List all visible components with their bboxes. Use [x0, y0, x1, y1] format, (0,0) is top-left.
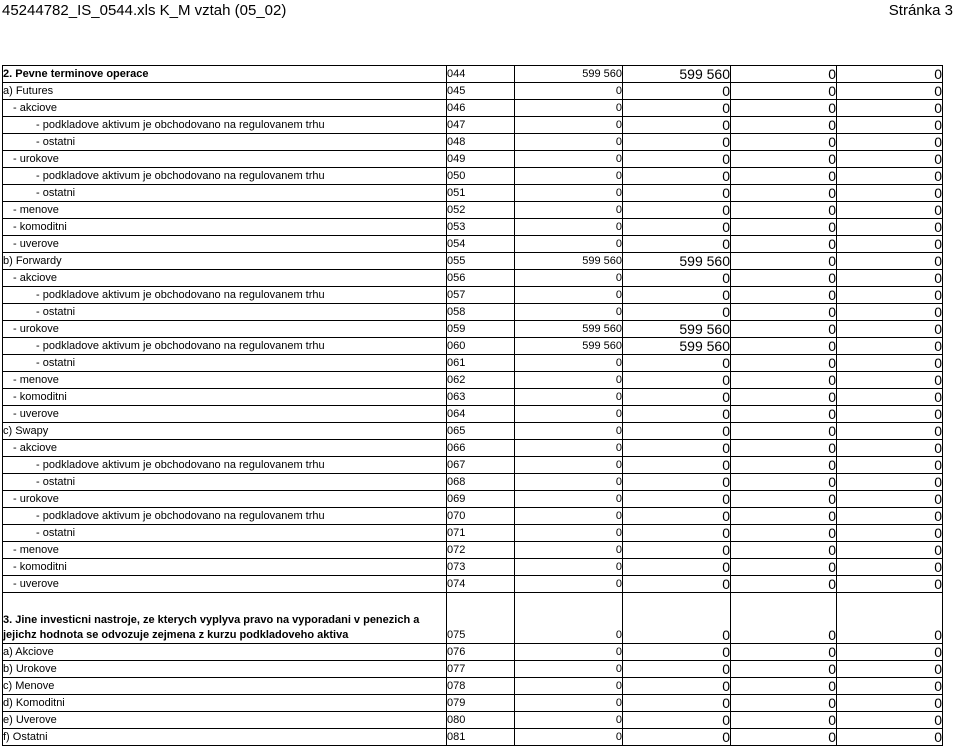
- table-row: [3, 457, 943, 474]
- table-row: [3, 236, 943, 253]
- row-code: 060: [447, 338, 515, 355]
- table-row: [3, 100, 943, 117]
- value-cell-c2: 0: [623, 457, 731, 474]
- value-cell-c4: 0: [837, 117, 943, 134]
- value-cell-c4: 0: [837, 644, 943, 661]
- row-code: 052: [447, 202, 515, 219]
- row-code: 045: [447, 83, 515, 100]
- row-label: a) Akciove: [3, 644, 447, 661]
- row-label: - uverove: [3, 236, 447, 253]
- row-label: 2. Pevne terminove operace: [3, 66, 447, 83]
- row-code: 081: [447, 729, 515, 746]
- value-cell-c2: 0: [623, 185, 731, 202]
- table-row: [3, 304, 943, 321]
- value-cell-c4: 0: [837, 542, 943, 559]
- table-row: [3, 151, 943, 168]
- row-label: - komoditni: [3, 389, 447, 406]
- value-cell-c2: 0: [623, 559, 731, 576]
- table-row: [3, 695, 943, 712]
- value-cell-c1: 0: [515, 593, 623, 644]
- row-code: 056: [447, 270, 515, 287]
- row-code: 062: [447, 372, 515, 389]
- value-cell-c4: 0: [837, 661, 943, 678]
- value-cell-c2: 0: [623, 542, 731, 559]
- table-row: [3, 389, 943, 406]
- value-cell-c3: 0: [731, 525, 837, 542]
- value-cell-c4: 0: [837, 253, 943, 270]
- row-code: 063: [447, 389, 515, 406]
- value-cell-c3: 0: [731, 83, 837, 100]
- value-cell-c1: 0: [515, 151, 623, 168]
- value-cell-c3: 0: [731, 406, 837, 423]
- table-row: [3, 287, 943, 304]
- table-row: [3, 661, 943, 678]
- value-cell-c2: 0: [623, 695, 731, 712]
- value-cell-c3: 0: [731, 202, 837, 219]
- value-cell-c4: 0: [837, 729, 943, 746]
- value-cell-c1: 0: [515, 202, 623, 219]
- row-label: - menove: [3, 202, 447, 219]
- row-label: - uverove: [3, 406, 447, 423]
- table-row: [3, 134, 943, 151]
- value-cell-c2: 0: [623, 389, 731, 406]
- page-header: [0, 0, 960, 22]
- value-cell-c1: 0: [515, 168, 623, 185]
- table-row: [3, 253, 943, 270]
- value-cell-c1: 0: [515, 185, 623, 202]
- row-code: 077: [447, 661, 515, 678]
- table-row: [3, 525, 943, 542]
- table-row: [3, 576, 943, 593]
- row-label: - ostatni: [3, 355, 447, 372]
- table-row: [3, 491, 943, 508]
- value-cell-c1: 0: [515, 525, 623, 542]
- table-row: [3, 440, 943, 457]
- value-cell-c4: 0: [837, 168, 943, 185]
- value-cell-c1: 0: [515, 117, 623, 134]
- value-cell-c3: 0: [731, 338, 837, 355]
- value-cell-c3: 0: [731, 661, 837, 678]
- value-cell-c2: 0: [623, 202, 731, 219]
- value-cell-c3: 0: [731, 712, 837, 729]
- value-cell-c4: 0: [837, 491, 943, 508]
- row-code: 076: [447, 644, 515, 661]
- value-cell-c4: 0: [837, 270, 943, 287]
- value-cell-c3: 0: [731, 508, 837, 525]
- value-cell-c1: 0: [515, 508, 623, 525]
- row-label: 3. Jine investicni nastroje, ze kterych vyplyva pravo na vyporadani v penezich a jejichz hodnota se odvozuje zejmena z kurzu podkladoveho aktiva: [3, 593, 447, 644]
- row-code: 048: [447, 134, 515, 151]
- value-cell-c1: 0: [515, 440, 623, 457]
- row-code: 071: [447, 525, 515, 542]
- value-cell-c4: 0: [837, 338, 943, 355]
- value-cell-c1: 0: [515, 491, 623, 508]
- row-code: 054: [447, 236, 515, 253]
- row-code: 044: [447, 66, 515, 83]
- row-label: - podkladove aktivum je obchodovano na regulovanem trhu: [3, 287, 447, 304]
- row-label: - podkladove aktivum je obchodovano na regulovanem trhu: [3, 457, 447, 474]
- value-cell-c3: 0: [731, 559, 837, 576]
- value-cell-c4: 0: [837, 185, 943, 202]
- value-cell-c1: 0: [515, 729, 623, 746]
- value-cell-c2: 0: [623, 678, 731, 695]
- value-cell-c2: 0: [623, 644, 731, 661]
- value-cell-c1: 599 560: [515, 66, 623, 83]
- value-cell-c1: 0: [515, 406, 623, 423]
- value-cell-c3: 0: [731, 270, 837, 287]
- row-label: - podkladove aktivum je obchodovano na regulovanem trhu: [3, 338, 447, 355]
- table-row: [3, 219, 943, 236]
- table-row: [3, 559, 943, 576]
- row-code: 066: [447, 440, 515, 457]
- table-row: [3, 423, 943, 440]
- row-code: 046: [447, 100, 515, 117]
- table-row: [3, 355, 943, 372]
- value-cell-c4: 0: [837, 559, 943, 576]
- table-row: [3, 202, 943, 219]
- row-label: - komoditni: [3, 219, 447, 236]
- value-cell-c2: 0: [623, 355, 731, 372]
- row-label: - urokove: [3, 321, 447, 338]
- table-row: [3, 168, 943, 185]
- row-code: 065: [447, 423, 515, 440]
- value-cell-c4: 0: [837, 423, 943, 440]
- row-label: - akciove: [3, 440, 447, 457]
- row-code: 073: [447, 559, 515, 576]
- value-cell-c4: 0: [837, 236, 943, 253]
- value-cell-c1: 0: [515, 100, 623, 117]
- value-cell-c2: 0: [623, 372, 731, 389]
- row-code: 061: [447, 355, 515, 372]
- table-row: [3, 712, 943, 729]
- table-row: [3, 321, 943, 338]
- table-row: [3, 508, 943, 525]
- table-row: [3, 83, 943, 100]
- value-cell-c1: 0: [515, 644, 623, 661]
- value-cell-c3: 0: [731, 321, 837, 338]
- value-cell-c1: 0: [515, 661, 623, 678]
- value-cell-c1: 0: [515, 304, 623, 321]
- row-label: - komoditni: [3, 559, 447, 576]
- value-cell-c3: 0: [731, 440, 837, 457]
- row-label: - ostatni: [3, 185, 447, 202]
- value-cell-c1: 0: [515, 576, 623, 593]
- value-cell-c4: 0: [837, 525, 943, 542]
- row-code: 072: [447, 542, 515, 559]
- table-row: [3, 406, 943, 423]
- value-cell-c1: 0: [515, 355, 623, 372]
- value-cell-c2: 0: [623, 593, 731, 644]
- value-cell-c3: 0: [731, 542, 837, 559]
- row-label: - menove: [3, 372, 447, 389]
- value-cell-c2: 0: [623, 474, 731, 491]
- value-cell-c1: 0: [515, 83, 623, 100]
- value-cell-c3: 0: [731, 355, 837, 372]
- value-cell-c1: 599 560: [515, 338, 623, 355]
- value-cell-c4: 0: [837, 576, 943, 593]
- value-cell-c3: 0: [731, 576, 837, 593]
- value-cell-c1: 0: [515, 678, 623, 695]
- value-cell-c4: 0: [837, 508, 943, 525]
- value-cell-c4: 0: [837, 372, 943, 389]
- value-cell-c1: 0: [515, 372, 623, 389]
- row-code: 049: [447, 151, 515, 168]
- row-label: - urokove: [3, 151, 447, 168]
- row-label: - menove: [3, 542, 447, 559]
- row-code: 078: [447, 678, 515, 695]
- row-label: - uverove: [3, 576, 447, 593]
- table-row: [3, 372, 943, 389]
- row-label: - urokove: [3, 491, 447, 508]
- value-cell-c2: 0: [623, 304, 731, 321]
- value-cell-c4: 0: [837, 321, 943, 338]
- row-code: 067: [447, 457, 515, 474]
- value-cell-c3: 0: [731, 253, 837, 270]
- value-cell-c1: 0: [515, 219, 623, 236]
- file-name: 45244782_IS_0544.xls K_M vztah (05_02): [2, 2, 287, 19]
- value-cell-c3: 0: [731, 66, 837, 83]
- row-code: 050: [447, 168, 515, 185]
- value-cell-c1: 0: [515, 542, 623, 559]
- value-cell-c2: 0: [623, 151, 731, 168]
- value-cell-c2: 599 560: [623, 253, 731, 270]
- value-cell-c1: 0: [515, 695, 623, 712]
- value-cell-c1: 0: [515, 712, 623, 729]
- value-cell-c4: 0: [837, 202, 943, 219]
- row-label: - ostatni: [3, 474, 447, 491]
- table-row: [3, 593, 943, 644]
- row-label: - ostatni: [3, 304, 447, 321]
- value-cell-c4: 0: [837, 712, 943, 729]
- value-cell-c4: 0: [837, 678, 943, 695]
- value-cell-c3: 0: [731, 423, 837, 440]
- row-code: 074: [447, 576, 515, 593]
- value-cell-c3: 0: [731, 168, 837, 185]
- row-code: 051: [447, 185, 515, 202]
- value-cell-c2: 0: [623, 423, 731, 440]
- value-cell-c1: 0: [515, 474, 623, 491]
- value-cell-c3: 0: [731, 304, 837, 321]
- value-cell-c2: 0: [623, 270, 731, 287]
- row-label: - akciove: [3, 270, 447, 287]
- row-code: 079: [447, 695, 515, 712]
- table-row: [3, 729, 943, 746]
- row-code: 070: [447, 508, 515, 525]
- value-cell-c4: 0: [837, 83, 943, 100]
- value-cell-c2: 0: [623, 117, 731, 134]
- value-cell-c2: 599 560: [623, 66, 731, 83]
- value-cell-c3: 0: [731, 678, 837, 695]
- value-cell-c2: 0: [623, 491, 731, 508]
- value-cell-c4: 0: [837, 695, 943, 712]
- value-cell-c1: 0: [515, 457, 623, 474]
- table-row: [3, 338, 943, 355]
- value-cell-c3: 0: [731, 185, 837, 202]
- value-cell-c3: 0: [731, 644, 837, 661]
- value-cell-c1: 0: [515, 134, 623, 151]
- table-row: [3, 270, 943, 287]
- value-cell-c2: 0: [623, 729, 731, 746]
- value-cell-c4: 0: [837, 219, 943, 236]
- table-row: [3, 678, 943, 695]
- value-cell-c1: 0: [515, 423, 623, 440]
- value-cell-c4: 0: [837, 474, 943, 491]
- row-code: 080: [447, 712, 515, 729]
- value-cell-c2: 0: [623, 440, 731, 457]
- value-cell-c3: 0: [731, 151, 837, 168]
- value-cell-c3: 0: [731, 117, 837, 134]
- value-cell-c2: 0: [623, 508, 731, 525]
- value-cell-c4: 0: [837, 389, 943, 406]
- row-code: 047: [447, 117, 515, 134]
- table-row: [3, 644, 943, 661]
- value-cell-c4: 0: [837, 440, 943, 457]
- row-code: 064: [447, 406, 515, 423]
- value-cell-c4: 0: [837, 151, 943, 168]
- row-label: - ostatni: [3, 525, 447, 542]
- row-code: 069: [447, 491, 515, 508]
- row-code: 075: [447, 593, 515, 644]
- value-cell-c1: 599 560: [515, 253, 623, 270]
- value-cell-c3: 0: [731, 457, 837, 474]
- value-cell-c3: 0: [731, 729, 837, 746]
- row-label: e) Uverove: [3, 712, 447, 729]
- value-cell-c2: 0: [623, 712, 731, 729]
- row-code: 059: [447, 321, 515, 338]
- value-cell-c4: 0: [837, 355, 943, 372]
- value-cell-c3: 0: [731, 372, 837, 389]
- row-label: c) Swapy: [3, 423, 447, 440]
- value-cell-c1: 0: [515, 236, 623, 253]
- report-table: [2, 65, 943, 746]
- value-cell-c4: 0: [837, 100, 943, 117]
- row-code: 068: [447, 474, 515, 491]
- page-number: Stránka 3: [888, 2, 953, 19]
- row-code: 053: [447, 219, 515, 236]
- value-cell-c1: 599 560: [515, 321, 623, 338]
- value-cell-c1: 0: [515, 389, 623, 406]
- value-cell-c3: 0: [731, 389, 837, 406]
- value-cell-c3: 0: [731, 134, 837, 151]
- row-label: d) Komoditni: [3, 695, 447, 712]
- value-cell-c4: 0: [837, 66, 943, 83]
- value-cell-c3: 0: [731, 236, 837, 253]
- row-label: - ostatni: [3, 134, 447, 151]
- row-code: 057: [447, 287, 515, 304]
- row-label: f) Ostatni: [3, 729, 447, 746]
- value-cell-c4: 0: [837, 287, 943, 304]
- row-label: a) Futures: [3, 83, 447, 100]
- value-cell-c4: 0: [837, 304, 943, 321]
- row-code: 058: [447, 304, 515, 321]
- value-cell-c3: 0: [731, 491, 837, 508]
- row-label: - podkladove aktivum je obchodovano na regulovanem trhu: [3, 117, 447, 134]
- value-cell-c3: 0: [731, 593, 837, 644]
- value-cell-c3: 0: [731, 695, 837, 712]
- value-cell-c2: 599 560: [623, 338, 731, 355]
- value-cell-c2: 0: [623, 236, 731, 253]
- value-cell-c2: 0: [623, 525, 731, 542]
- value-cell-c3: 0: [731, 287, 837, 304]
- row-label: - akciove: [3, 100, 447, 117]
- value-cell-c1: 0: [515, 270, 623, 287]
- value-cell-c4: 0: [837, 134, 943, 151]
- table-row: [3, 117, 943, 134]
- value-cell-c1: 0: [515, 287, 623, 304]
- row-label: b) Urokove: [3, 661, 447, 678]
- value-cell-c4: 0: [837, 593, 943, 644]
- value-cell-c2: 0: [623, 576, 731, 593]
- value-cell-c2: 0: [623, 287, 731, 304]
- value-cell-c2: 0: [623, 100, 731, 117]
- value-cell-c4: 0: [837, 406, 943, 423]
- row-code: 055: [447, 253, 515, 270]
- value-cell-c2: 0: [623, 219, 731, 236]
- value-cell-c2: 0: [623, 83, 731, 100]
- value-cell-c2: 0: [623, 134, 731, 151]
- row-label: - podkladove aktivum je obchodovano na regulovanem trhu: [3, 168, 447, 185]
- table-row: [3, 474, 943, 491]
- value-cell-c3: 0: [731, 474, 837, 491]
- value-cell-c2: 0: [623, 168, 731, 185]
- value-cell-c1: 0: [515, 559, 623, 576]
- table-row: [3, 185, 943, 202]
- report-table-body: [3, 66, 943, 746]
- value-cell-c2: 599 560: [623, 321, 731, 338]
- value-cell-c2: 0: [623, 661, 731, 678]
- value-cell-c4: 0: [837, 457, 943, 474]
- value-cell-c2: 0: [623, 406, 731, 423]
- value-cell-c3: 0: [731, 100, 837, 117]
- row-label: b) Forwardy: [3, 253, 447, 270]
- value-cell-c3: 0: [731, 219, 837, 236]
- row-label: - podkladove aktivum je obchodovano na regulovanem trhu: [3, 508, 447, 525]
- table-row: [3, 66, 943, 83]
- row-label: c) Menove: [3, 678, 447, 695]
- table-row: [3, 542, 943, 559]
